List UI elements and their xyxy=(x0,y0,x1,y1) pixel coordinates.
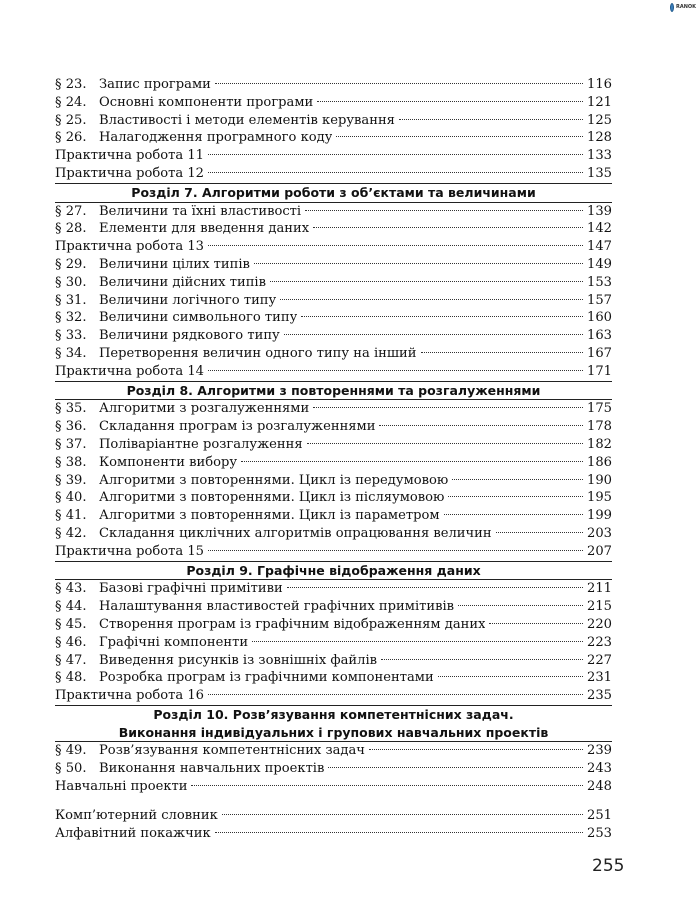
toc-entry[interactable] xyxy=(55,400,612,418)
toc-entry-number: § 29. xyxy=(55,256,87,272)
toc-entry-number: § 25. xyxy=(55,112,87,128)
toc-entry[interactable] xyxy=(55,165,612,183)
toc-entry-page: 195 xyxy=(587,490,612,506)
page-number: 255 xyxy=(592,856,625,876)
toc-entry-number: § 31. xyxy=(55,292,87,308)
dot-leader xyxy=(444,514,583,515)
toc-entry-title: Налаштування властивостей графічних примітивів xyxy=(99,599,455,615)
toc-entry-title: Величини рядкового типу xyxy=(99,328,280,344)
toc-entry-number: § 35. xyxy=(55,401,87,417)
toc-entry[interactable] xyxy=(55,292,612,310)
toc-entry-number: § 40. xyxy=(55,490,87,506)
toc-entry[interactable] xyxy=(55,129,612,147)
toc-entry[interactable] xyxy=(55,363,612,381)
toc-entry-title: Розв’язування компетентнісних задач xyxy=(99,743,365,759)
toc-entry-page: 235 xyxy=(587,688,612,704)
dot-leader xyxy=(208,154,583,155)
toc-entry-page: 182 xyxy=(587,436,612,452)
toc-entry-page: 128 xyxy=(587,130,612,146)
toc-entry-page: 203 xyxy=(587,525,612,541)
toc-entry-title: Налагодження програмного коду xyxy=(99,130,333,146)
dot-leader xyxy=(284,334,583,335)
toc-entry-page: 239 xyxy=(587,743,612,759)
toc-entry[interactable] xyxy=(55,507,612,525)
toc-entry-page: 125 xyxy=(587,112,612,128)
toc-entry-page: 160 xyxy=(587,310,612,326)
toc-entry-number: § 23. xyxy=(55,77,87,92)
spacer xyxy=(55,796,612,807)
toc-entry-page: 223 xyxy=(587,634,612,650)
toc-entry[interactable] xyxy=(55,669,612,687)
toc-entry-number: § 43. xyxy=(55,581,87,597)
toc-entry[interactable] xyxy=(55,220,612,238)
toc-entry-number: § 27. xyxy=(55,203,87,219)
toc-entry[interactable] xyxy=(55,687,612,705)
toc-entry-page: 167 xyxy=(587,345,612,361)
toc-entry-page: 149 xyxy=(587,256,612,272)
toc-entry-number: § 26. xyxy=(55,130,87,146)
toc-entry[interactable] xyxy=(55,742,612,760)
dot-leader xyxy=(307,443,583,444)
toc-entry[interactable] xyxy=(55,76,612,94)
toc-entry[interactable] xyxy=(55,489,612,507)
toc-entry-title: Запис програми xyxy=(99,77,211,92)
toc-entry-page: 243 xyxy=(587,761,612,777)
toc-entry-number: § 42. xyxy=(55,525,87,541)
toc-entry[interactable] xyxy=(55,436,612,454)
toc-entry[interactable] xyxy=(55,634,612,652)
toc-entry-page: 178 xyxy=(587,419,612,435)
toc-entry-title: Графічні компоненти xyxy=(99,634,249,650)
dot-leader xyxy=(313,407,583,408)
toc-entry[interactable] xyxy=(55,598,612,616)
section-heading: Розділ 9. Графічне відображення даних xyxy=(186,562,481,578)
dot-leader xyxy=(252,641,583,642)
section-heading: Розділ 10. Розв’язування компетентнісних задач. xyxy=(153,706,514,722)
dot-leader xyxy=(305,210,583,211)
toc-entry-page: 142 xyxy=(587,221,612,237)
toc-entry-title: Практична робота 15 xyxy=(55,543,205,559)
toc-entry-number: § 37. xyxy=(55,436,87,452)
toc-entry-title: Компоненти вибору xyxy=(99,454,238,470)
toc-entry[interactable] xyxy=(55,616,612,634)
toc-entry[interactable] xyxy=(55,147,612,165)
toc-entry[interactable] xyxy=(55,418,612,436)
toc-entry-page: 251 xyxy=(587,807,612,823)
toc-entry-page: 175 xyxy=(587,401,612,417)
toc-entry-title: Перетворення величин одного типу на інший xyxy=(99,345,417,361)
toc-entry-title: Величини логічного типу xyxy=(99,292,277,308)
dot-leader xyxy=(208,694,583,695)
dot-leader xyxy=(280,299,583,300)
toc-entry-title: Алфавітний покажчик xyxy=(55,825,211,841)
toc-entry-number: § 34. xyxy=(55,345,87,361)
toc-entry-title: Алгоритми з повтореннями. Цикл із післяумовою xyxy=(99,490,445,506)
toc-entry-number: § 44. xyxy=(55,599,87,615)
dot-leader xyxy=(458,605,583,606)
dot-leader xyxy=(496,532,583,533)
dot-leader xyxy=(222,814,583,815)
toc-entry[interactable] xyxy=(55,543,612,561)
publisher-logo-icon xyxy=(670,3,674,12)
toc-entry-title: Властивості і методи елементів керування xyxy=(99,112,395,128)
toc-entry[interactable] xyxy=(55,256,612,274)
toc-entry-number: § 32. xyxy=(55,310,87,326)
toc-entry-page: 121 xyxy=(587,94,612,110)
section-heading: Розділ 8. Алгоритми з повтореннями та розгалуженнями xyxy=(126,382,541,398)
toc-entry-page: 171 xyxy=(587,363,612,379)
toc-entry[interactable] xyxy=(55,345,612,363)
toc-entry-title: Комп’ютерний словник xyxy=(55,807,218,823)
toc-entry-page: 139 xyxy=(587,203,612,219)
dot-leader xyxy=(399,119,583,120)
toc-entry-title: Практична робота 13 xyxy=(55,239,205,255)
dot-leader xyxy=(208,172,583,173)
toc-entry[interactable] xyxy=(55,807,612,825)
toc-entry-number: § 36. xyxy=(55,419,87,435)
toc-entry[interactable] xyxy=(55,94,612,112)
toc-entry-page: 248 xyxy=(587,779,612,795)
dot-leader xyxy=(215,832,583,833)
toc-entry[interactable] xyxy=(55,760,612,778)
toc-entry-title: Поліваріантне розгалуження xyxy=(99,436,303,452)
dot-leader xyxy=(452,479,583,480)
toc-entry[interactable] xyxy=(55,327,612,345)
toc-entry-title: Практична робота 12 xyxy=(55,165,205,181)
toc-entry-number: § 50. xyxy=(55,761,87,777)
toc-entry-title: Величини та їхні властивості xyxy=(99,203,302,219)
toc-entry-number: § 30. xyxy=(55,274,87,290)
toc-entry-title: Розробка програм із графічними компонентами xyxy=(99,670,434,686)
toc-entry-page: 211 xyxy=(587,581,612,597)
toc-entry-title: Створення програм із графічним відображенням даних xyxy=(99,616,486,632)
toc-entry-title: Величини дійсних типів xyxy=(99,274,266,290)
dot-leader xyxy=(270,281,583,282)
dot-leader xyxy=(328,767,583,768)
section-heading: Розділ 7. Алгоритми роботи з об’єктами та величинами xyxy=(131,184,536,200)
toc-entry[interactable] xyxy=(55,652,612,670)
dot-leader xyxy=(254,263,583,264)
toc-entry[interactable] xyxy=(55,580,612,598)
toc-entry-page: 135 xyxy=(587,165,612,181)
dot-leader xyxy=(448,496,583,497)
toc-entry-page: 231 xyxy=(587,670,612,686)
toc-entry-page: 199 xyxy=(587,508,612,524)
toc-entry-number: § 39. xyxy=(55,472,87,488)
toc-entry-page: 207 xyxy=(587,543,612,559)
toc-entry-title: Базові графічні примітиви xyxy=(99,581,283,597)
dot-leader xyxy=(489,623,583,624)
toc-entry-title: Практична робота 11 xyxy=(55,148,205,164)
toc-entry-title: Алгоритми з повтореннями. Цикл із передумовою xyxy=(99,472,449,488)
dot-leader xyxy=(421,352,583,353)
toc-entry-title: Складання циклічних алгоритмів опрацювання величин xyxy=(99,525,492,541)
dot-leader xyxy=(369,749,583,750)
toc-entry[interactable] xyxy=(55,309,612,327)
toc-entry-page: 190 xyxy=(587,472,612,488)
toc-entry-title: Практична робота 16 xyxy=(55,688,205,704)
toc-entry-page: 253 xyxy=(587,825,612,841)
toc-entry-page: 215 xyxy=(587,599,612,615)
toc-entry-page: 116 xyxy=(587,77,612,92)
toc-entry[interactable] xyxy=(55,778,612,796)
toc-entry-title: Складання програм із розгалуженнями xyxy=(99,419,376,435)
toc-entry-title: Алгоритми з повтореннями. Цикл із параметром xyxy=(99,508,440,524)
toc-entry-number: § 28. xyxy=(55,221,87,237)
toc-entry-number: § 41. xyxy=(55,508,87,524)
toc-entry[interactable] xyxy=(55,274,612,292)
publisher-logo-text: RANOK xyxy=(675,4,696,10)
toc-entry-page: 163 xyxy=(587,328,612,344)
toc-entry[interactable] xyxy=(55,472,612,490)
dot-leader xyxy=(241,461,583,462)
publisher-logo xyxy=(670,2,696,12)
toc-entry-title: Алгоритми з розгалуженнями xyxy=(99,401,310,417)
toc-entry[interactable] xyxy=(55,454,612,472)
toc-entry-title: Елементи для введення даних xyxy=(99,221,310,237)
toc-entry-title: Величини символьного типу xyxy=(99,310,298,326)
toc-entry-page: 220 xyxy=(587,616,612,632)
dot-leader xyxy=(438,676,583,677)
toc-entry-page: 186 xyxy=(587,454,612,470)
toc-entry-title: Величини цілих типів xyxy=(99,256,250,272)
dot-leader xyxy=(208,245,583,246)
toc-entry-number: § 45. xyxy=(55,616,87,632)
toc-entry[interactable] xyxy=(55,238,612,256)
toc-entry-page: 157 xyxy=(587,292,612,308)
toc-entry-page: 133 xyxy=(587,148,612,164)
toc-entry-title: Практична робота 14 xyxy=(55,363,205,379)
toc-entry-number: § 49. xyxy=(55,743,87,759)
dot-leader xyxy=(379,425,583,426)
toc-entry-title: Основні компоненти програми xyxy=(99,94,314,110)
toc-entry-title: Виконання навчальних проектів xyxy=(99,761,325,777)
toc-entry-number: § 24. xyxy=(55,94,87,110)
toc-entry-number: § 33. xyxy=(55,328,87,344)
dot-leader xyxy=(208,550,583,551)
section-heading: Виконання індивідуальних і групових навчальних проектів xyxy=(118,724,549,740)
dot-leader xyxy=(336,136,583,137)
dot-leader xyxy=(191,785,583,786)
dot-leader xyxy=(301,316,583,317)
toc-entry[interactable] xyxy=(55,525,612,543)
toc-entry-title: Виведення рисунків із зовнішніх файлів xyxy=(99,652,378,668)
toc-entry[interactable] xyxy=(55,112,612,130)
toc-entry-page: 227 xyxy=(587,652,612,668)
toc-entry[interactable] xyxy=(55,203,612,221)
dot-leader xyxy=(215,83,583,84)
toc-entry-page: 153 xyxy=(587,274,612,290)
toc-entry-number: § 46. xyxy=(55,634,87,650)
toc-entry-number: § 38. xyxy=(55,454,87,470)
table-of-contents xyxy=(55,76,612,842)
dot-leader xyxy=(317,101,583,102)
toc-entry-number: § 47. xyxy=(55,652,87,668)
dot-leader xyxy=(287,587,583,588)
dot-leader xyxy=(208,370,583,371)
dot-leader xyxy=(313,227,583,228)
toc-entry-title: Навчальні проекти xyxy=(55,779,188,795)
toc-entry-number: § 48. xyxy=(55,670,87,686)
dot-leader xyxy=(381,659,583,660)
toc-entry[interactable] xyxy=(55,825,612,843)
toc-entry-page: 147 xyxy=(587,239,612,255)
